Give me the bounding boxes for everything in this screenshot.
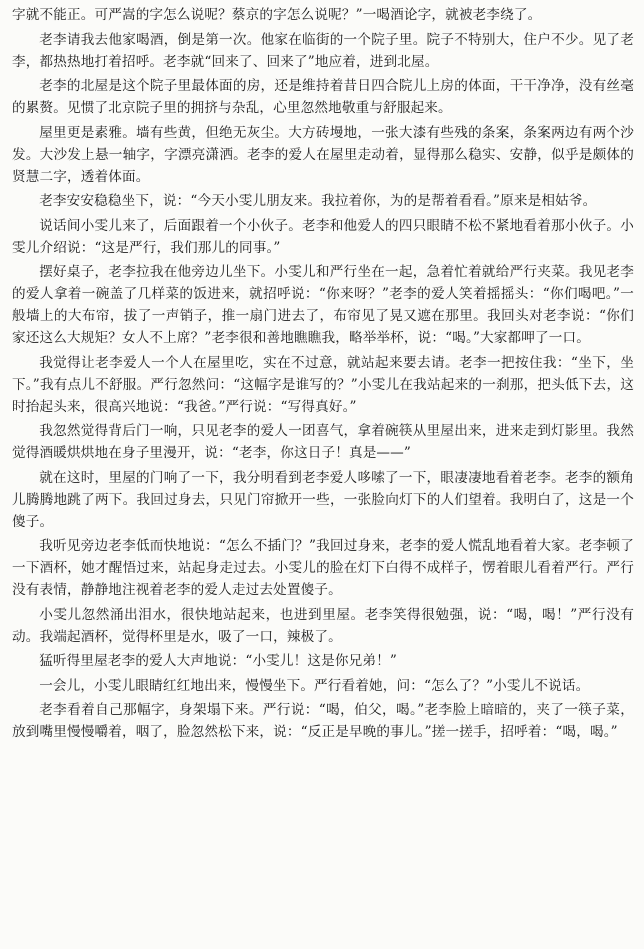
paragraph-10: 就在这时，里屋的门响了一下，我分明看到老李爱人哆嗦了一下，眼凄凄地看着老李。老李的额角儿腾腾地跳了两下。我回过身去，只见门帘掀开一些，一张脸向灯下的人们望着。我明白了，这是一个傻子。: [12, 469, 634, 530]
paragraph-9: 我忽然觉得背后门一响，只见老李的爱人一团喜气，拿着碗筷从里屋出来，进来走到灯影里。我然觉得酒暖烘烘地在身子里漫开，说：“老李，你这日子！真是——”: [12, 423, 634, 461]
paragraph-3: 老李的北屋是这个院子里最体面的房，还是维持着昔日四合院儿上房的体面，干干净净，没有丝毫的累赘。见惯了北京院子里的拥挤与杂乱，心里忽然地敬重与舒服起来。: [12, 78, 634, 116]
paragraph-11: 我听见旁边老李低而快地说：“怎么不插门？”我回过身来，老李的爱人慌乱地看着大家。老李顿了一下酒杯，她才醒悟过来，站起身走过去。小雯儿的脸在灯下白得不成样子，愣着眼儿看着严行。严行没有表情，静静地注视着老李的爱人走过去处置傻子。: [12, 538, 634, 598]
paragraph-4: 屋里更是素雅。墙有些黄，但绝无灰尘。大方砖墁地，一张大漆有些残的条案，条案两边有两个沙发。大沙发上悬一轴字，字漂亮潇洒。老李的爱人在屋里走动着，显得那么稳实、安静，似乎是颇体的贤慧二字，透着体面。: [12, 124, 634, 185]
paragraph-2: 老李请我去他家喝酒，倒是第一次。他家在临街的一个院子里。院子不特别大，住户不少。见了老李，都热热地打着招呼。老李就“回来了、回来了”地应着，进到北屋。: [12, 31, 634, 70]
paragraph-8: 我觉得让老李爱人一个人在屋里吃，实在不过意，就站起来要去请。老李一把按住我：“坐下，坐下。”我有点儿不舒服。严行忽然问：“这幅字是谁写的？”小雯儿在我站起来的一刹那，把头低下去，这时抬起头来，很高兴地说：“我爸。”严行说：“写得真好。”: [12, 354, 634, 415]
paragraph-7: 摆好桌子，老李拉我在他旁边儿坐下。小雯儿和严行坐在一起，急着忙着就给严行夹菜。我见老李的爱人拿着一碗盖了几样菜的饭进来，就招呼说：“你来呀？”老李的爱人笑着摇摇头：“你们喝吧。”一般墙上的大布帘，拔了一声销子，推一扇门进去了，布帘见了晃又遮在那里。我回头对老李说：“你们家还这么大规矩？女人不上席？”老李很和善地瞧瞧我，略举举杯，说：“喝。”大家都呷了一口。: [12, 264, 634, 346]
paragraph-13: 猛听得里屋老李的爱人大声地说：“小雯儿！这是你兄弟！”: [39, 653, 397, 669]
paragraph-5: 老李安安稳稳坐下，说：“今天小雯儿朋友来。我拉着你，为的是帮着看看。”原来是相姑爷。: [39, 193, 597, 209]
paragraph-6: 说话间小雯儿来了，后面跟着一个小伙子。老李和他爱人的四只眼睛不松不紧地看着那小伙子。小雯儿介绍说：“这是严行，我们那儿的同事。”: [12, 217, 634, 256]
paragraph-12: 小雯儿忽然涌出泪水，很快地站起来，也进到里屋。老李笑得很勉强，说：“喝，喝！”严行没有动。我端起酒杯，觉得杯里是水，吸了一口，辣极了。: [12, 606, 634, 645]
paragraph-14: 一会儿，小雯儿眼睛红红地出来，慢慢坐下。严行看着她，问：“怎么了？”小雯儿不说话。: [39, 677, 590, 694]
paragraph-15: 老李看着自己那幅字，身架塌下来。严行说：“喝，伯父，喝。”老李脸上暗暗的，夹了一筷子菜，放到嘴里慢慢嚼着，咽了，脸忽然松下来，说：“反正是早晚的事儿。”搓一搓手，招呼着：“喝，喝。”: [12, 702, 634, 740]
paragraph-1: 字就不能正。可严嵩的字怎么说呢？蔡京的字怎么说呢？”一喝酒论字，就被老李绕了。: [12, 7, 542, 23]
